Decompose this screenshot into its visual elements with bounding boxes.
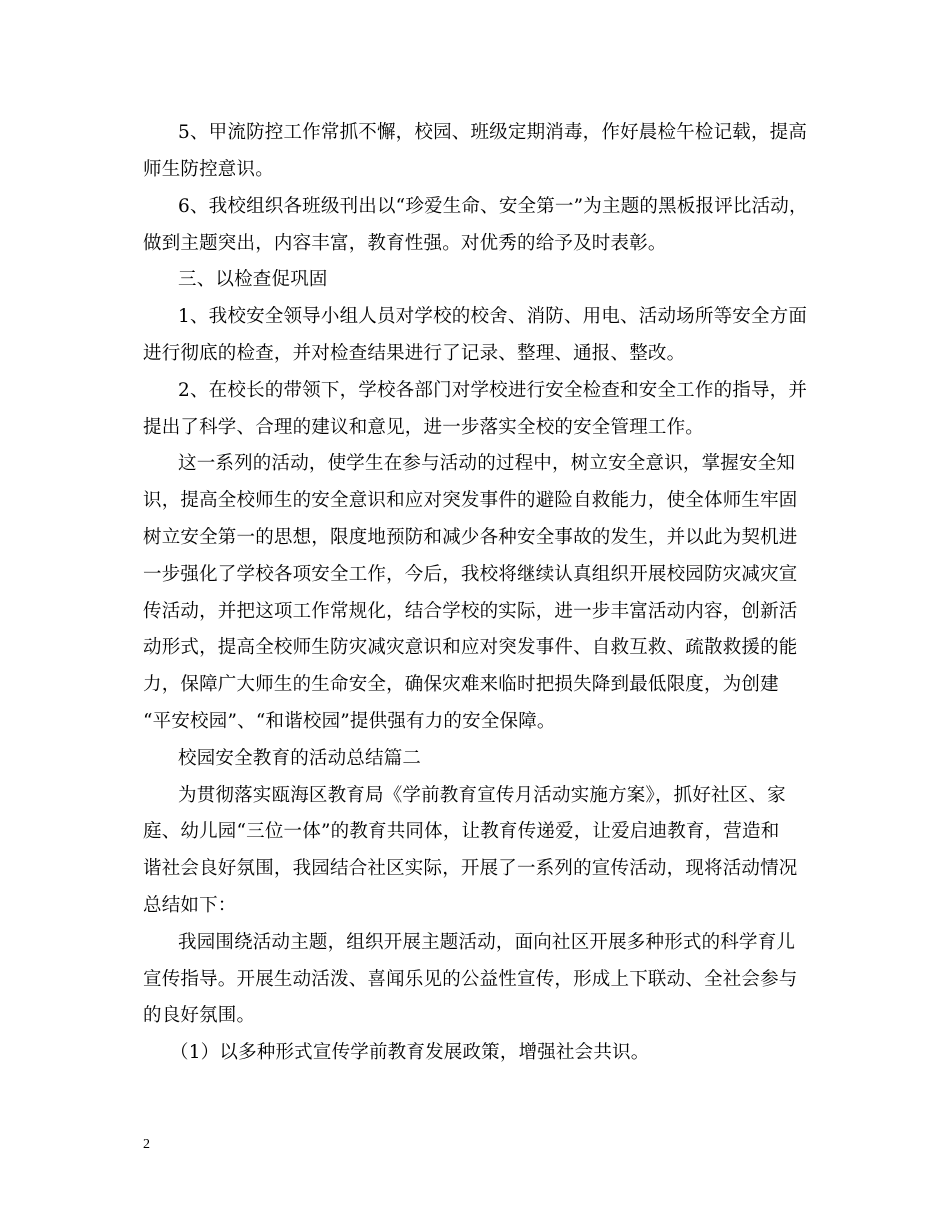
text-line: 我园围绕活动主题，组织开展主题活动，面向社区开展多种形式的科学育儿 [178, 932, 796, 953]
text-line: 宣传指导。开展生动活泼、喜闻乐见的公益性宣传，形成上下联动、全社会参与 [143, 969, 798, 990]
section-heading: 三、以检查促巩固 [178, 269, 328, 290]
text-line: 识，提高全校师生的安全意识和应对突发事件的避险自救能力，使全体师生牢固 [143, 490, 798, 511]
text-line: （1）以多种形式宣传学前教育发展政策，增强社会共识。 [170, 1042, 650, 1063]
text-line: 做到主题突出，内容丰富，教育性强。对优秀的给予及时表彰。 [143, 233, 667, 254]
text-line: 动形式，提高全校师生防灾减灾意识和应对突发事件、自救互救、疏散救援的能 [143, 637, 798, 658]
text-line: 6、我校组织各班级刊出以“珍爱生命、安全第一”为主题的黑板报评比活动， [178, 196, 808, 217]
text-line: 庭、幼儿园“三位一体”的教育共同体，让教育传递爱，让爱启迪教育，营造和 [143, 821, 780, 842]
text-line: 谐社会良好氛围，我园结合社区实际，开展了一系列的宣传活动，现将活动情况 [143, 858, 798, 879]
text-line: “平安校园”、“和谐校园”提供强有力的安全保障。 [143, 711, 556, 732]
page-number: 2 [143, 1137, 150, 1152]
text-line: 提出了科学、合理的建议和意见，进一步落实全校的安全管理工作。 [143, 417, 705, 438]
text-line: 传活动，并把这项工作常规化，结合学校的实际，进一步丰富活动内容，创新活 [143, 601, 798, 622]
text-line: 这一系列的活动，使学生在参与活动的过程中，树立安全意识，掌握安全知 [178, 453, 796, 474]
text-line: 师生防控意识。 [143, 159, 274, 180]
text-line: 一步强化了学校各项安全工作，今后，我校将继续认真组织开展校园防灾减灾宣 [143, 564, 798, 585]
section-heading: 校园安全教育的活动总结篇二 [178, 748, 422, 769]
text-line: 树立安全第一的思想，限度地预防和减少各种安全事故的发生，并以此为契机进 [143, 527, 798, 548]
text-line: 1、我校安全领导小组人员对学校的校舍、消防、用电、活动场所等安全方面 [178, 306, 808, 327]
text-line: 5、甲流防控工作常抓不懈，校园、班级定期消毒，作好晨检午检记载，提高 [178, 122, 808, 143]
text-line: 的良好氛围。 [143, 1005, 256, 1026]
text-line: 总结如下： [143, 895, 237, 916]
text-line: 2、在校长的带领下，学校各部门对学校进行安全检查和安全工作的指导，并 [178, 380, 808, 401]
text-line: 进行彻底的检查，并对检查结果进行了记录、整理、通报、整改。 [143, 343, 686, 364]
text-line: 为贯彻落实瓯海区教育局《学前教育宣传月活动实施方案》，抓好社区、家 [178, 785, 786, 806]
text-line: 力，保障广大师生的生命安全，确保灾难来临时把损失降到最低限度，为创建 [143, 674, 779, 695]
